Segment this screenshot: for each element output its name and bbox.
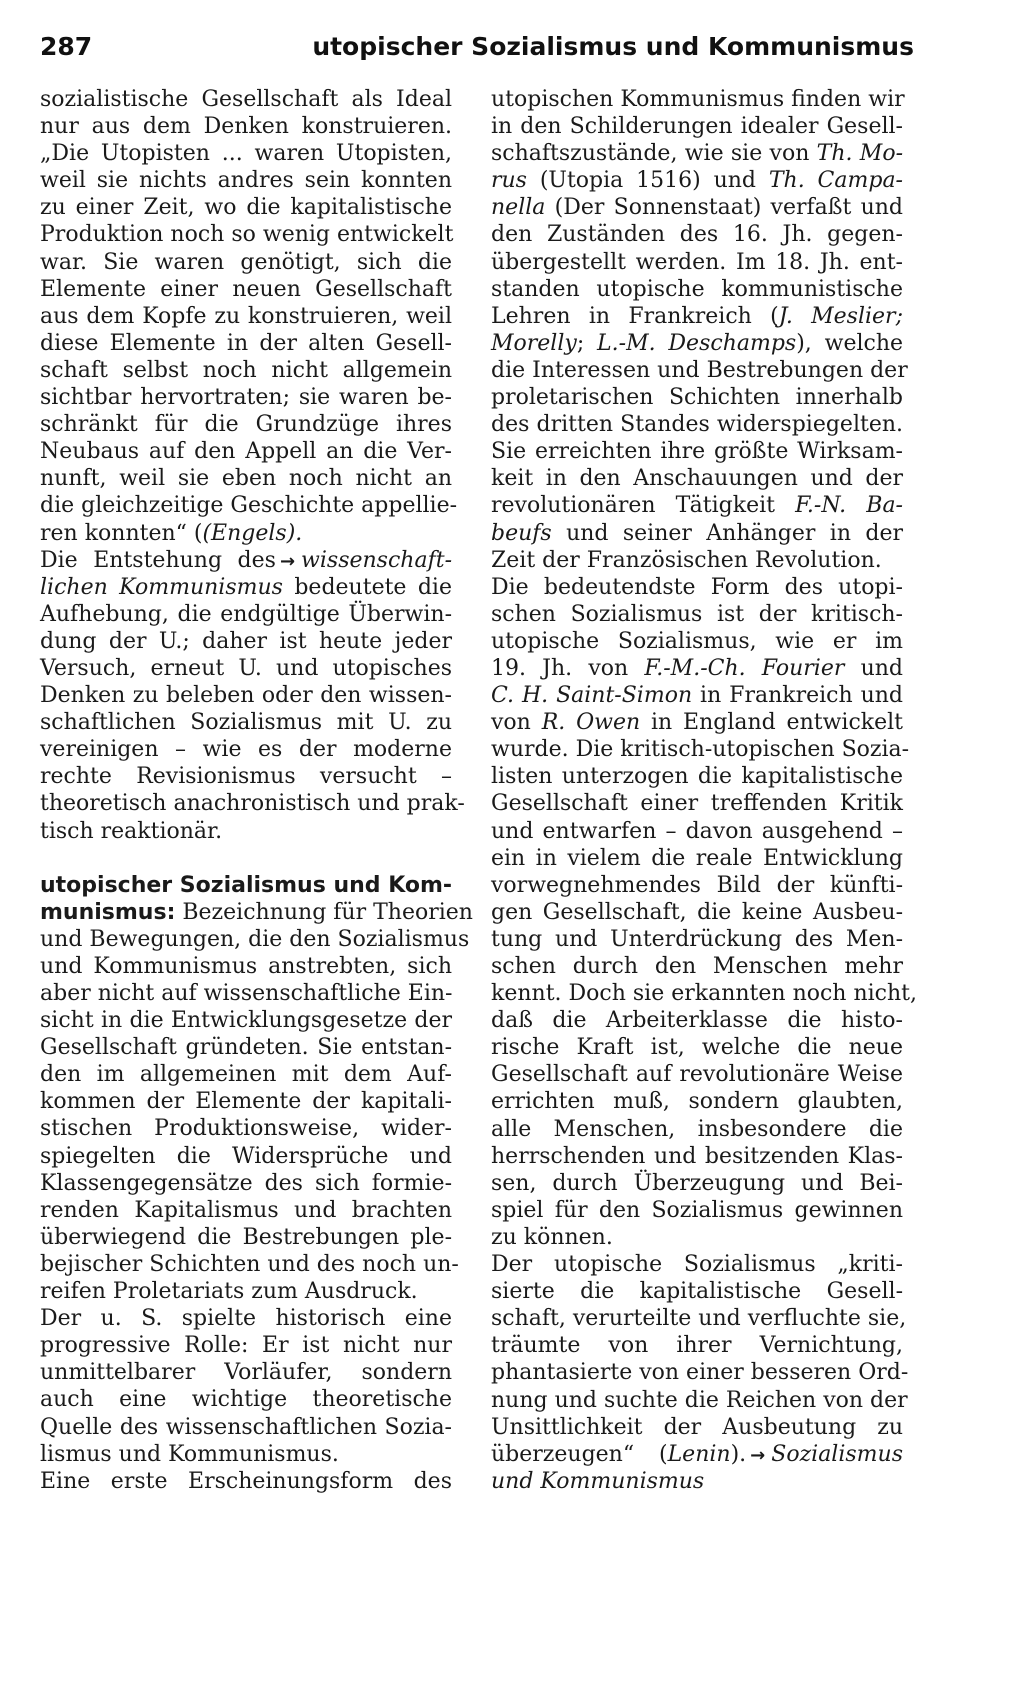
text-line: Elemente einer neuen Gesellschaft bbox=[40, 276, 452, 302]
text-line: alle Menschen, insbesondere die bbox=[491, 1116, 903, 1142]
text-line: rechte Revisionismus versucht – bbox=[40, 764, 452, 790]
text-line bbox=[491, 709, 903, 736]
entry-headword bbox=[40, 872, 452, 899]
text-line: nung und suchte die Reichen von der bbox=[491, 1387, 908, 1413]
text-line bbox=[40, 574, 452, 601]
headword-text: munismus: bbox=[40, 899, 176, 925]
text-line: progressive Rolle: Er ist nicht nur bbox=[40, 1333, 452, 1359]
text-line: utopischen Kommunismus finden wir bbox=[491, 87, 905, 112]
text-line: reifen Proletariats zum Ausdruck. bbox=[40, 1279, 418, 1305]
text-line: ein in vielem die reale Entwicklung bbox=[491, 845, 903, 871]
text-line: spiegelten die Widersprüche und bbox=[40, 1143, 452, 1169]
text-line: sicht in die Entwicklungsgesetze der bbox=[40, 1008, 452, 1034]
author-ref: nella bbox=[491, 195, 546, 221]
text-span: in Frankreich und bbox=[692, 683, 903, 709]
arrow-right-icon: → bbox=[279, 550, 296, 572]
text-span: von bbox=[491, 710, 542, 736]
text-line: sierte die kapitalistische Gesell- bbox=[491, 1279, 903, 1305]
text-span: ). bbox=[730, 1441, 747, 1467]
text-line bbox=[40, 899, 473, 926]
text-line: utopische Sozialismus, wie er im bbox=[491, 628, 903, 654]
cross-reference-link[interactable]: und Kommunismus bbox=[491, 1468, 705, 1494]
text-line: Sie erreichten ihre größte Wirksam- bbox=[491, 439, 903, 465]
text-line: Der utopische Sozialismus „kriti- bbox=[491, 1252, 903, 1278]
text-line: gen Gesellschaft, die keine Ausbeu- bbox=[491, 899, 903, 925]
text-line: Eine erste Erscheinungsform des bbox=[40, 1468, 452, 1494]
text-line: aus dem Kopfe zu konstruieren, weil bbox=[40, 303, 452, 329]
headword-text: utopischer Sozialismus und Kom- bbox=[40, 872, 453, 898]
page-number: 287 bbox=[40, 32, 93, 61]
text-line: listen unterzogen die kapitalistische bbox=[491, 764, 903, 790]
text-line: standen utopische kommunistische bbox=[491, 276, 903, 302]
text-line: zu einer Zeit, wo die kapitalistische bbox=[40, 195, 452, 221]
text-line: Quelle des wissenschaftlichen Sozia- bbox=[40, 1414, 452, 1440]
text-line: Gesellschaft einer treffenden Kritik bbox=[491, 791, 903, 817]
text-line bbox=[491, 1441, 903, 1468]
text-span: Bezeichnung für Theorien bbox=[175, 899, 473, 925]
text-line: daß die Arbeiterklasse die histo- bbox=[491, 1008, 903, 1034]
text-line: proletarischen Schichten innerhalb bbox=[491, 385, 903, 411]
text-line: den im allgemeinen mit dem Auf- bbox=[40, 1062, 452, 1088]
text-line: träumte von ihrer Vernichtung, bbox=[491, 1333, 903, 1359]
text-line bbox=[491, 1468, 903, 1495]
text-span: schaftszustände, wie sie von bbox=[491, 141, 810, 167]
text-line: Denken zu beleben oder den wissen- bbox=[40, 683, 452, 709]
text-line: schaft selbst noch nicht allgemein bbox=[40, 357, 452, 383]
text-line: vorwegnehmendes Bild der künfti- bbox=[491, 872, 903, 898]
text-line bbox=[491, 682, 903, 709]
author-ref: beufs bbox=[491, 520, 552, 546]
text-span: revolutionären Tätigkeit bbox=[491, 493, 775, 519]
author-ref: J. Meslier; bbox=[778, 303, 903, 329]
text-line: kommen der Elemente der kapitali- bbox=[40, 1089, 452, 1115]
arrow-right-icon: → bbox=[750, 1444, 766, 1466]
text-line: Gesellschaft auf revolutionäre Weise bbox=[491, 1062, 903, 1088]
text-line: nunft, weil sie eben noch nicht an bbox=[40, 466, 452, 492]
text-line: kennt. Doch sie erkannten noch nicht, bbox=[491, 981, 917, 1007]
cross-reference-link[interactable]: wissenschaft- bbox=[301, 547, 452, 573]
text-line: Neubaus auf den Appell an die Ver- bbox=[40, 439, 452, 465]
text-line: in den Schilderungen idealer Gesell- bbox=[491, 114, 903, 140]
text-line: ren konnten“ ((Engels). bbox=[40, 520, 303, 546]
text-line bbox=[491, 303, 903, 330]
text-line: schaft, verurteilte und verfluchte sie, bbox=[491, 1306, 907, 1332]
text-line: errichten muß, sondern glaubten, bbox=[491, 1089, 903, 1115]
text-line: nur aus dem Denken konstruieren. bbox=[40, 114, 452, 140]
text-line: lismus und Kommunismus. bbox=[40, 1441, 339, 1467]
text-span: Lehren in Frankreich ( bbox=[491, 303, 779, 329]
author-ref: F.-N. Ba- bbox=[795, 493, 903, 519]
cross-reference-link[interactable]: Sozialismus bbox=[771, 1441, 903, 1467]
text-line bbox=[491, 520, 903, 547]
text-line bbox=[40, 547, 452, 574]
author-ref: Morelly bbox=[491, 330, 577, 356]
text-line: schen durch den Menschen mehr bbox=[491, 954, 903, 979]
author-ref-lenin: Lenin bbox=[667, 1441, 731, 1467]
author-ref: Th. Campa- bbox=[768, 168, 903, 194]
text-line: aber nicht auf wissenschaftliche Ein- bbox=[40, 981, 453, 1006]
text-line: schränkt für die Grundzüge ihres bbox=[40, 412, 452, 438]
text-line: Klassengegensätze des sich formie- bbox=[40, 1170, 452, 1196]
text-line: Gesellschaft gründeten. Sie entstan- bbox=[40, 1035, 452, 1061]
text-span: bedeutete die bbox=[282, 574, 452, 600]
text-span: und seiner Anhänger in der bbox=[551, 520, 903, 546]
text-line: den Zuständen des 16. Jh. gegen- bbox=[491, 222, 903, 248]
text-line: Aufhebung, die endgültige Überwin- bbox=[40, 601, 452, 627]
text-line: und Bewegungen, die den Sozialismus bbox=[40, 926, 470, 952]
right-column bbox=[491, 86, 917, 1495]
left-column bbox=[40, 86, 473, 1495]
text-line: vereinigen – wie es der moderne bbox=[40, 737, 452, 763]
text-line: überwiegend die Bestrebungen ple- bbox=[40, 1224, 452, 1250]
text-line: sichtbar hervortraten; sie waren be- bbox=[40, 385, 452, 411]
text-line: keit in den Anschauungen und der bbox=[491, 466, 903, 492]
quote-end: ren konnten“ bbox=[40, 520, 187, 546]
text-line: Produktion noch so wenig entwickelt bbox=[40, 222, 454, 248]
author-ref: rus bbox=[491, 168, 527, 194]
author-ref: F.-M.-Ch. Fourier bbox=[644, 655, 845, 681]
text-line: Zeit der Französischen Revolution. bbox=[491, 547, 882, 573]
text-line: schen Sozialismus ist der kritisch- bbox=[491, 601, 903, 627]
text-line: und entwarfen – davon ausgehend – bbox=[491, 818, 903, 844]
text-line: tung und Unterdrückung des Men- bbox=[491, 926, 903, 952]
text-line: Unsittlichkeit der Ausbeutung zu bbox=[491, 1414, 903, 1440]
text-line: sozialistische Gesellschaft als Ideal bbox=[40, 87, 452, 112]
text-line: sen, durch Überzeugung und Bei- bbox=[491, 1170, 903, 1196]
text-line bbox=[491, 655, 903, 682]
text-line: war. Sie waren genötigt, sich die bbox=[40, 249, 452, 275]
text-span: ), welche bbox=[796, 330, 904, 356]
text-line: stischen Produktionsweise, wider- bbox=[40, 1116, 452, 1142]
entry-spacer bbox=[40, 845, 452, 872]
text-line: zu können. bbox=[491, 1224, 613, 1250]
text-line bbox=[491, 194, 903, 221]
text-line: auch eine wichtige theoretische bbox=[40, 1387, 452, 1413]
cross-reference-link[interactable]: lichen Kommunismus bbox=[40, 574, 283, 600]
text-line bbox=[491, 330, 903, 357]
text-line: spiel für den Sozialismus gewinnen bbox=[491, 1197, 903, 1223]
text-line bbox=[491, 167, 903, 194]
text-line: des dritten Standes widerspiegelten. bbox=[491, 412, 903, 438]
text-line: „Die Utopisten ... waren Utopisten, bbox=[40, 141, 452, 167]
text-line: herrschenden und besitzenden Klas- bbox=[491, 1143, 903, 1169]
text-line: und Kommunismus anstrebten, sich bbox=[40, 953, 452, 979]
text-line: rische Kraft ist, welche die neue bbox=[491, 1035, 903, 1061]
text-line: schaftlichen Sozialismus mit U. zu bbox=[40, 710, 452, 736]
text-line: dung der U.; daher ist heute jeder bbox=[40, 628, 452, 654]
text-span: und bbox=[844, 655, 904, 681]
text-line: die gleichzeitige Geschichte appellie- bbox=[40, 493, 458, 519]
text-line bbox=[491, 140, 903, 167]
text-line: tisch reaktionär. bbox=[40, 818, 223, 844]
text-span: (Utopia 1516) und bbox=[526, 168, 769, 194]
author-ref: R. Owen bbox=[541, 710, 641, 736]
author-ref: Th. Mo- bbox=[816, 141, 903, 167]
author-ref-engels: (Engels). bbox=[202, 520, 303, 546]
running-head bbox=[40, 28, 914, 68]
text-span: 19. Jh. von bbox=[491, 655, 645, 681]
text-line: unmittelbarer Vorläufer, sondern bbox=[40, 1360, 452, 1386]
text-span: Die Entstehung des bbox=[40, 547, 276, 573]
text-line bbox=[491, 492, 903, 519]
author-ref: C. H. Saint-Simon bbox=[491, 683, 693, 709]
text-span: (Der Sonnenstaat) verfaßt und bbox=[545, 195, 903, 221]
text-line: Der u. S. spielte historisch eine bbox=[40, 1306, 452, 1332]
text-line: Versuch, erneut U. und utopisches bbox=[40, 655, 452, 681]
text-line: phantasierte von einer besseren Ord- bbox=[491, 1360, 909, 1386]
text-line: diese Elemente in der alten Gesell- bbox=[40, 330, 452, 356]
text-line: Die bedeutendste Form des utopi- bbox=[491, 574, 903, 600]
text-line: theoretisch anachronistisch und prak- bbox=[40, 791, 465, 817]
text-span: in England entwickelt bbox=[640, 710, 903, 736]
running-title: utopischer Sozialismus und Kommunismus bbox=[312, 32, 914, 61]
text-line: wurde. Die kritisch-utopischen Sozia- bbox=[491, 737, 910, 763]
text-line: übergestellt werden. Im 18. Jh. ent- bbox=[491, 249, 903, 275]
text-line: bejischer Schichten und des noch un- bbox=[40, 1251, 459, 1277]
text-line: die Interessen und Bestrebungen der bbox=[491, 357, 908, 383]
text-line: renden Kapitalismus und brachten bbox=[40, 1197, 452, 1223]
text-span: überzeugen“ ( bbox=[491, 1441, 668, 1467]
text-line: weil sie nichts andres sein konnten bbox=[40, 168, 452, 194]
author-ref: L.-M. Deschamps bbox=[597, 330, 797, 356]
text-span: ; bbox=[576, 330, 598, 356]
